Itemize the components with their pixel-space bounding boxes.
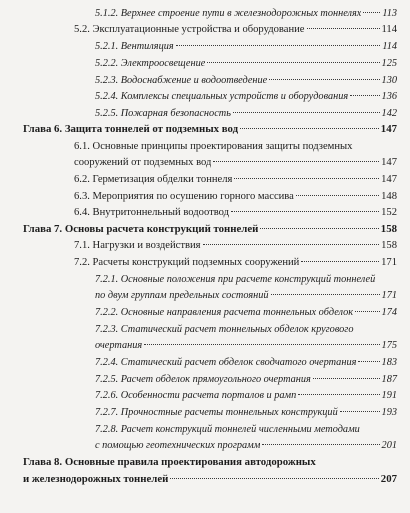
toc-entry-page: 201 bbox=[381, 440, 397, 451]
toc-entry-page: 113 bbox=[382, 8, 397, 19]
toc-entry-7-2-6[interactable] bbox=[95, 389, 397, 402]
dot-leader bbox=[170, 478, 378, 479]
toc-chapter-8[interactable] bbox=[23, 473, 397, 486]
toc-entry-title: 6.3. Мероприятия по осушению горного массива bbox=[74, 191, 294, 202]
dot-leader bbox=[262, 444, 379, 445]
toc-entry-page: 130 bbox=[381, 75, 397, 86]
toc-entry-title-cont: с помощью геотехнических программ bbox=[95, 440, 261, 451]
toc-entry-page: 183 bbox=[381, 357, 397, 368]
toc-chapter-page: 207 bbox=[380, 473, 397, 485]
toc-entry-5-2-3[interactable] bbox=[95, 74, 397, 87]
toc-entry-5-2[interactable] bbox=[74, 23, 397, 36]
toc-entry-page: 187 bbox=[381, 374, 397, 385]
dot-leader bbox=[307, 28, 380, 29]
toc-entry-title-cont: сооружений от подземных вод bbox=[74, 157, 212, 168]
toc-entry-6-3[interactable] bbox=[74, 190, 397, 203]
dot-leader bbox=[340, 411, 380, 412]
toc-entry-title: 7.2.2. Основные направления расчета тоннельных обделок bbox=[95, 307, 354, 318]
toc-chapter-page: 147 bbox=[380, 123, 397, 135]
toc-entry-title: 6.2. Герметизация обделки тоннеля bbox=[74, 174, 233, 185]
dot-leader bbox=[207, 62, 379, 63]
toc-entry-page: 191 bbox=[381, 390, 397, 401]
dot-leader bbox=[269, 79, 379, 80]
toc-entry-5-1-2[interactable] bbox=[95, 7, 397, 20]
toc-entry-7-2-4[interactable] bbox=[95, 356, 397, 369]
dot-leader bbox=[301, 261, 379, 262]
dot-leader bbox=[298, 394, 379, 395]
toc-entry-title: 7.2.4. Статический расчет обделок сводчатого очертания bbox=[95, 357, 357, 368]
toc-chapter-6[interactable] bbox=[23, 123, 397, 136]
toc-entry-5-2-4[interactable] bbox=[95, 90, 397, 103]
toc-entry-title: 7.2.5. Расчет обделок прямоугольного очертания bbox=[95, 374, 311, 385]
toc-entry-page: 174 bbox=[381, 307, 397, 318]
toc-entry-title: 7.1. Нагрузки и воздействия bbox=[74, 240, 201, 251]
dot-leader bbox=[271, 294, 380, 295]
toc-entry-title: 5.2.2. Электроосвещение bbox=[95, 58, 206, 69]
toc-entry-7-2-8-line1[interactable]: 7.2.8. Расчет конструкций тоннелей численными методами bbox=[95, 424, 360, 435]
toc-entry-title: 7.2. Расчеты конструкций подземных сооружений bbox=[74, 257, 300, 268]
toc-entry-title: 5.2.3. Водоснабжение и водоотведение bbox=[95, 75, 268, 86]
toc-entry-6-1[interactable] bbox=[74, 156, 397, 169]
toc-chapter-title: Глава 7. Основы расчета конструкций тоннелей bbox=[23, 223, 259, 235]
toc-entry-page: 114 bbox=[382, 41, 397, 52]
toc-entry-title-cont: очертания bbox=[95, 340, 143, 351]
dot-leader bbox=[231, 211, 379, 212]
toc-entry-5-2-1[interactable] bbox=[95, 40, 397, 53]
toc-entry-title-cont: по двум группам предельных состояний bbox=[95, 290, 269, 301]
dot-leader bbox=[233, 112, 380, 113]
dot-leader bbox=[234, 178, 379, 179]
dot-leader bbox=[176, 45, 381, 46]
toc-entry-page: 147 bbox=[381, 157, 397, 168]
dot-leader bbox=[213, 161, 379, 162]
dot-leader bbox=[355, 311, 379, 312]
toc-entry-page: 171 bbox=[381, 290, 397, 301]
toc-entry-title: 6.4. Внутритоннельный водоотвод bbox=[74, 207, 230, 218]
toc-entry-5-2-2[interactable] bbox=[95, 57, 397, 70]
toc-entry-title: 5.2.4. Комплексы специальных устройств и оборудования bbox=[95, 91, 349, 102]
toc-entry-page: 114 bbox=[381, 24, 397, 35]
toc-entry-7-2-5[interactable] bbox=[95, 373, 397, 386]
toc-chapter-8-line1[interactable]: Глава 8. Основные правила проектирования автодорожных bbox=[23, 456, 316, 468]
toc-entry-7-2-3-line1[interactable]: 7.2.3. Статический расчет тоннельных обделок кругового bbox=[95, 324, 354, 335]
toc-entry-page: 142 bbox=[381, 108, 397, 119]
toc-entry-6-2[interactable] bbox=[74, 173, 397, 186]
toc-entry-page: 158 bbox=[381, 240, 397, 251]
toc-entry-title: 5.2.5. Пожарная безопасность bbox=[95, 108, 231, 119]
toc-entry-7-2-8[interactable] bbox=[95, 439, 397, 452]
toc-entry-7-2-1[interactable] bbox=[95, 289, 397, 302]
toc-entry-7-2-1-line1[interactable]: 7.2.1. Основные положения при расчете конструкций тоннелей bbox=[95, 274, 376, 285]
toc-chapter-title-cont: и железнодорожных тоннелей bbox=[23, 473, 169, 485]
toc-entry-7-1[interactable] bbox=[74, 239, 397, 252]
toc-entry-6-1-line1[interactable]: 6.1. Основные принципы проектирования защиты подземных bbox=[74, 141, 353, 152]
toc-entry-title: 7.2.6. Особенности расчета порталов и рамп bbox=[95, 390, 297, 401]
toc-entry-title: 5.2. Эксплуатационные устройства и оборудование bbox=[74, 24, 305, 35]
toc-entry-page: 147 bbox=[381, 174, 397, 185]
toc-entry-page: 136 bbox=[381, 91, 397, 102]
dot-leader bbox=[144, 344, 379, 345]
toc-entry-page: 152 bbox=[381, 207, 397, 218]
toc-entry-5-2-5[interactable] bbox=[95, 107, 397, 120]
toc-entry-page: 148 bbox=[381, 191, 397, 202]
toc-entry-7-2-2[interactable] bbox=[95, 306, 397, 319]
toc-chapter-title: Глава 6. Защита тоннелей от подземных вод bbox=[23, 123, 239, 135]
dot-leader bbox=[313, 378, 380, 379]
toc-entry-page: 175 bbox=[381, 340, 397, 351]
dot-leader bbox=[203, 244, 380, 245]
dot-leader bbox=[240, 128, 379, 129]
toc-entry-6-4[interactable] bbox=[74, 206, 397, 219]
toc-entry-title: 7.2.7. Прочностные расчеты тоннельных конструкций bbox=[95, 407, 338, 418]
toc-entry-7-2-7[interactable] bbox=[95, 406, 397, 419]
dot-leader bbox=[363, 12, 380, 13]
toc-entry-page: 193 bbox=[381, 407, 397, 418]
dot-leader bbox=[350, 95, 379, 96]
toc-entry-title: 5.1.2. Верхнее строение пути в железнодорожных тоннелях bbox=[95, 8, 362, 19]
toc-entry-7-2[interactable] bbox=[74, 256, 397, 269]
toc-chapter-7[interactable] bbox=[23, 223, 397, 236]
toc-chapter-page: 158 bbox=[380, 223, 397, 235]
dot-leader bbox=[296, 195, 379, 196]
dot-leader bbox=[358, 361, 379, 362]
toc-entry-page: 125 bbox=[381, 58, 397, 69]
dot-leader bbox=[260, 228, 378, 229]
toc-entry-7-2-3[interactable] bbox=[95, 339, 397, 352]
toc-entry-page: 171 bbox=[381, 257, 397, 268]
toc-entry-title: 5.2.1. Вентиляция bbox=[95, 41, 174, 52]
